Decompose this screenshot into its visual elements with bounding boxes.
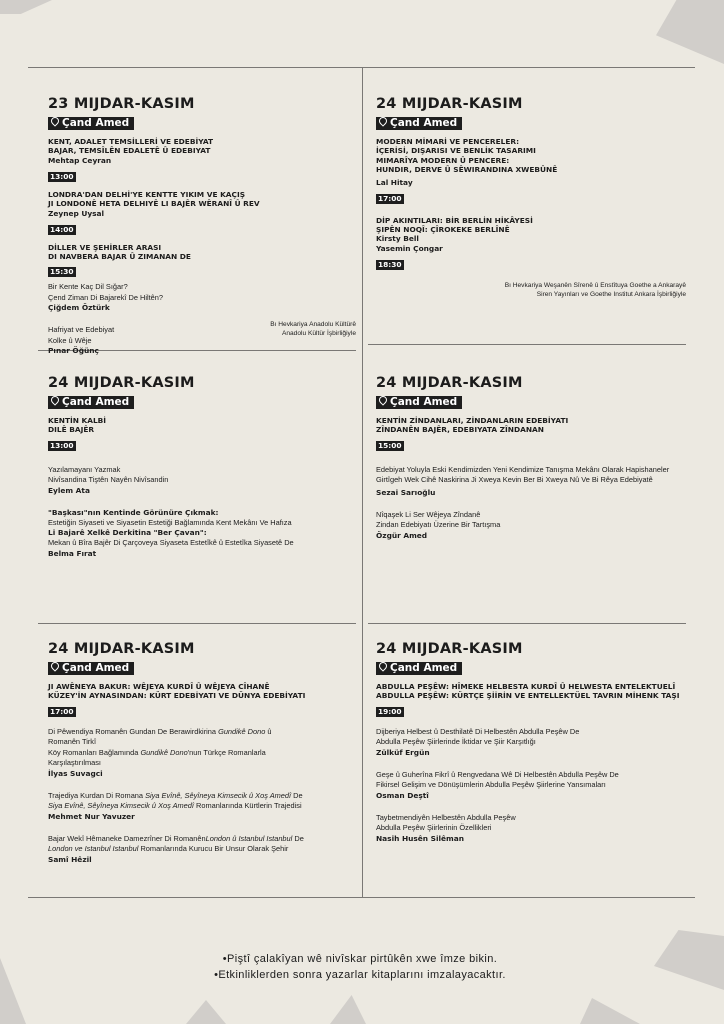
speaker-name: Çiğdem Öztürk	[48, 303, 110, 313]
signing-note	[150, 951, 570, 983]
talk-title: Siya Evînê, Sêyîneya Kimsecik û Xoş Amedî Romanlarında Kürtlerin Trajedisi	[48, 801, 302, 811]
session-title: JI AWÊNEYA BAKUR: WÊJEYA KURDÎ Û WÊJEYA CÎHANÊ	[48, 682, 270, 691]
speaker-name: Pınar Öğünç	[48, 346, 99, 356]
time-badge: 18:30	[378, 260, 402, 270]
venue-label: Çand Amed	[62, 662, 130, 674]
venue-badge	[48, 117, 134, 130]
talk-title: Dijberiya Helbest û Desthilatê Di Helbestên Abdulla Peşêw De	[376, 726, 580, 736]
session-title: ABDULLA PEŞÊW: HÎMEKE HELBESTA KURDÎ Û HELWESTA ENTELEKTUELÎ	[376, 682, 676, 691]
talk-title: Köy Romanları Bağlamında Gundikê Dono'nun Türkçe Romanlarla	[48, 747, 266, 757]
talk-title: Çend Ziman Di Bajarekî De Hiltên?	[48, 292, 164, 302]
signing-note-turkish: •Etkinliklerden sonra yazarlar kitaplarını imzalayacaktır.	[214, 969, 506, 981]
schedule-panel-24-b	[48, 375, 348, 559]
speaker-name: Mehmet Nur Yavuzer	[48, 811, 135, 821]
talk-title: Edebiyat Yoluyla Eski Kendimizden Yeni Kendimize Tanışma Mekânı Olarak Hapishaneler	[376, 464, 670, 474]
talk-title: Zindan Edebiyatı Üzerine Bir Tartışma	[376, 520, 501, 530]
background-shape	[654, 930, 724, 990]
talk-title: Estetiğin Siyaseti ve Siyasetin Estetiği Bağlamında Kent Mekânı Ve Hafıza	[48, 517, 292, 527]
location-pin-icon	[49, 394, 60, 405]
session-title: MIMARÎYA MODERN Û PENCERE:	[376, 155, 510, 165]
time-badge: 14:00	[50, 224, 74, 234]
talk-title: London ve Istanbul Istanbul Romanlarında Kurucu Bir Unsur Olarak Şehir	[48, 844, 289, 854]
speaker-name: Yasemin Çongar	[376, 244, 443, 254]
divider	[362, 67, 363, 897]
talk-title: Kolke û Wêje	[48, 335, 92, 345]
time-badge: 17:00	[378, 193, 402, 203]
location-pin-icon	[377, 394, 388, 405]
session-title: MODERN MİMARİ VE PENCERELER:	[376, 137, 520, 146]
background-shape	[330, 995, 366, 1024]
background-shape	[0, 0, 52, 14]
panel-date: 23 MIJDAR-KASIM	[48, 96, 195, 112]
session-title: LONDRA'DAN DELHİ'YE KENTTE YIKIM VE KAÇIŞ	[48, 189, 246, 199]
location-pin-icon	[377, 660, 388, 671]
session-title: BAJAR, TEMSÎLÊN EDALETÊ Û EDEBIYAT	[48, 146, 211, 156]
speaker-name: İlyas Suvagci	[48, 768, 103, 778]
venue-label: Çand Amed	[62, 117, 130, 129]
time-badge: 13:00	[50, 440, 74, 450]
divider	[368, 623, 686, 624]
location-pin-icon	[377, 115, 388, 126]
schedule-panel-24-e	[376, 641, 686, 844]
speaker-name: Nasih Husên Silêman	[376, 833, 464, 843]
divider	[28, 897, 695, 898]
talk-title: Taybetmendiyên Helbestên Abdulla Peşêw	[376, 812, 516, 822]
talk-title: Bir Kente Kaç Dil Sığar?	[48, 282, 128, 292]
talk-title: Romanên Tirkî	[48, 737, 97, 747]
talk-title: Yazılamayanı Yazmak	[48, 464, 121, 474]
session-title: İÇERİSİ, DIŞARISI VE BENLİK TASARIMI	[376, 146, 536, 156]
speaker-name: Sezai Sarıoğlu	[376, 487, 436, 497]
session-title: KENTİN ZİNDANLARI, ZİNDANLARIN EDEBİYATI	[376, 416, 569, 425]
background-shape	[580, 998, 640, 1024]
credit-line: Siren Yayınları ve Goethe Institut Ankara İşbirliğiyle	[536, 290, 686, 298]
venue-badge	[376, 117, 462, 130]
talk-title: Karşılaştırılması	[48, 758, 101, 768]
talk-title: Geşe û Guherîna Fikrî û Rengvedana Wê Di Helbestên Abdulla Peşêw De	[376, 769, 619, 779]
venue-label: Çand Amed	[390, 117, 458, 129]
talk-title: Hafriyat ve Edebiyat	[48, 325, 115, 335]
talk-title: Abdulla Peşêw Şiirlerinin Özellikleri	[376, 823, 492, 833]
panel-date: 24 MIJDAR-KASIM	[376, 375, 523, 391]
background-shape	[656, 0, 724, 64]
talk-title: Bajar Wekî Hêmaneke Damezrîner Di RomanênLondon û Istanbul Istanbul De	[48, 833, 304, 843]
panel-date: 24 MIJDAR-KASIM	[48, 375, 195, 391]
time-badge: 19:00	[378, 706, 402, 716]
speaker-name: Zeynep Uysal	[48, 208, 105, 218]
location-pin-icon	[49, 660, 60, 671]
time-badge: 15:00	[378, 440, 402, 450]
divider	[38, 623, 356, 624]
panel-date: 24 MIJDAR-KASIM	[376, 641, 523, 657]
venue-label: Çand Amed	[390, 396, 458, 408]
talk-title: Girtîgeh Wek Cihê Naskirina Ji Xweya Kevin Ber Bi Xweya Nû Ve Bi Rêya Edebiyatê	[376, 475, 653, 485]
time-badge: 17:00	[50, 706, 74, 716]
credit-line: Anadolu Kültür İşbirliğiyle	[281, 329, 356, 337]
talk-title: Trajediya Kurdan Di Romana Siya Evînê, Sêyîneya Kimsecik û Xoş Amedî De	[48, 790, 303, 800]
panel-date: 24 MIJDAR-KASIM	[376, 96, 523, 112]
speaker-name: Lal Hitay	[376, 177, 413, 187]
session-title: DİP AKINTILARI: BİR BERLİN HİKÂYESİ	[376, 215, 533, 225]
session-title: JI LONDONÊ HETA DELHIYÊ LI BAJÊR WÊRANÎ Û REV	[48, 199, 260, 209]
location-pin-icon	[49, 115, 60, 126]
talk-title: Mekan û Bîra Bajêr Di Çarçoveya Siyaseta Estetîkê û Estetîka Siyasetê De	[48, 538, 294, 548]
speaker-name: Özgür Amed	[376, 530, 428, 540]
partner-credit	[400, 282, 686, 299]
schedule-panel-24-a	[376, 96, 676, 272]
talk-title: Nivîsandina Tiştên Nayên Nivîsandin	[48, 475, 169, 485]
schedule-panel-23	[48, 96, 348, 356]
divider	[368, 344, 686, 345]
talk-title: "Başkası"nın Kentinde Görünüre Çıkmak:	[48, 507, 219, 517]
session-title: KÜZEY'İN AYNASINDAN: KÜRT EDEBİYATI VE DÜNYA EDEBİYATI	[48, 691, 306, 701]
venue-label: Çand Amed	[390, 662, 458, 674]
session-title: DI NAVBERA BAJAR Û ZIMANAN DE	[48, 252, 191, 262]
partner-credit	[100, 321, 356, 338]
time-badge: 15:30	[50, 267, 74, 277]
credit-line: Bı Hevkariya Weşanên Sîrenê û Enstîtuya Goethe a Ankarayê	[504, 282, 686, 289]
talk-title: Nîqaşek Li Ser Wêjeya Zîndanê	[376, 509, 481, 519]
session-title: KENT, ADALET TEMSİLLERİ VE EDEBİYAT	[48, 137, 214, 146]
panel-date: 24 MIJDAR-KASIM	[48, 641, 195, 657]
speaker-name: Mehtap Ceyran	[48, 155, 112, 165]
signing-note-kurdish: •Piştî çalakîyan wê nivîskar pirtûkên xwe îmze bikin.	[222, 953, 498, 965]
speaker-name: Osman Deştî	[376, 790, 429, 800]
session-title: ABDULLA PEŞÊW: KÜRTÇE ŞİİRİN VE ENTELLEKTÜEL TAVRIN MİHENK TAŞI	[376, 691, 680, 701]
talk-title: Abdulla Peşêw Şiirlerinde İktidar ve Şiir Karşıtlığı	[376, 737, 536, 747]
talk-title: Fikirsel Gelişim ve Dönüşümlerin Abdulla Peşêw Şiirlerine Yansımaları	[376, 780, 606, 790]
speaker-name: Eylem Ata	[48, 485, 90, 495]
speaker-name: Samî Hêzil	[48, 854, 92, 864]
venue-badge	[48, 396, 134, 409]
session-title: KENTİN KALBİ	[48, 416, 107, 425]
speaker-name: Zülküf Ergün	[376, 747, 430, 757]
time-badge: 13:00	[50, 171, 74, 181]
session-title: ZÎNDANÊN BAJÊR, EDEBIYATA ZÎNDANAN	[376, 425, 544, 435]
background-shape	[0, 958, 26, 1024]
talk-title: Li Bajarê Xelkê Derkitina "Ber Çavan":	[48, 528, 207, 538]
venue-badge	[376, 662, 462, 675]
talk-title: Di Pêwendiya Romanên Gundan De Berawirdkirina Gundikê Dono û	[48, 726, 272, 736]
venue-badge	[48, 662, 134, 675]
credit-line: Bı Hevkariya Anadolu Kültürê	[270, 321, 356, 328]
session-title: HUNDIR, DERVE Û SÊWIRANDINA XWEBÛNÊ	[376, 165, 558, 175]
session-title: DİLLER VE ŞEHİRLER ARASI	[48, 242, 162, 252]
background-shape	[186, 1000, 226, 1024]
speaker-name: Belma Fırat	[48, 548, 97, 558]
session-title: DILÊ BAJÊR	[48, 425, 95, 435]
venue-badge	[376, 396, 462, 409]
session-title: ŞIPÊN NOQÎ: ÇÎROKEKE BERLÎNÊ	[376, 225, 510, 235]
speaker-name: Kirsty Bell	[376, 234, 419, 244]
schedule-panel-24-d	[48, 641, 358, 865]
schedule-panel-24-c	[376, 375, 676, 541]
venue-label: Çand Amed	[62, 396, 130, 408]
